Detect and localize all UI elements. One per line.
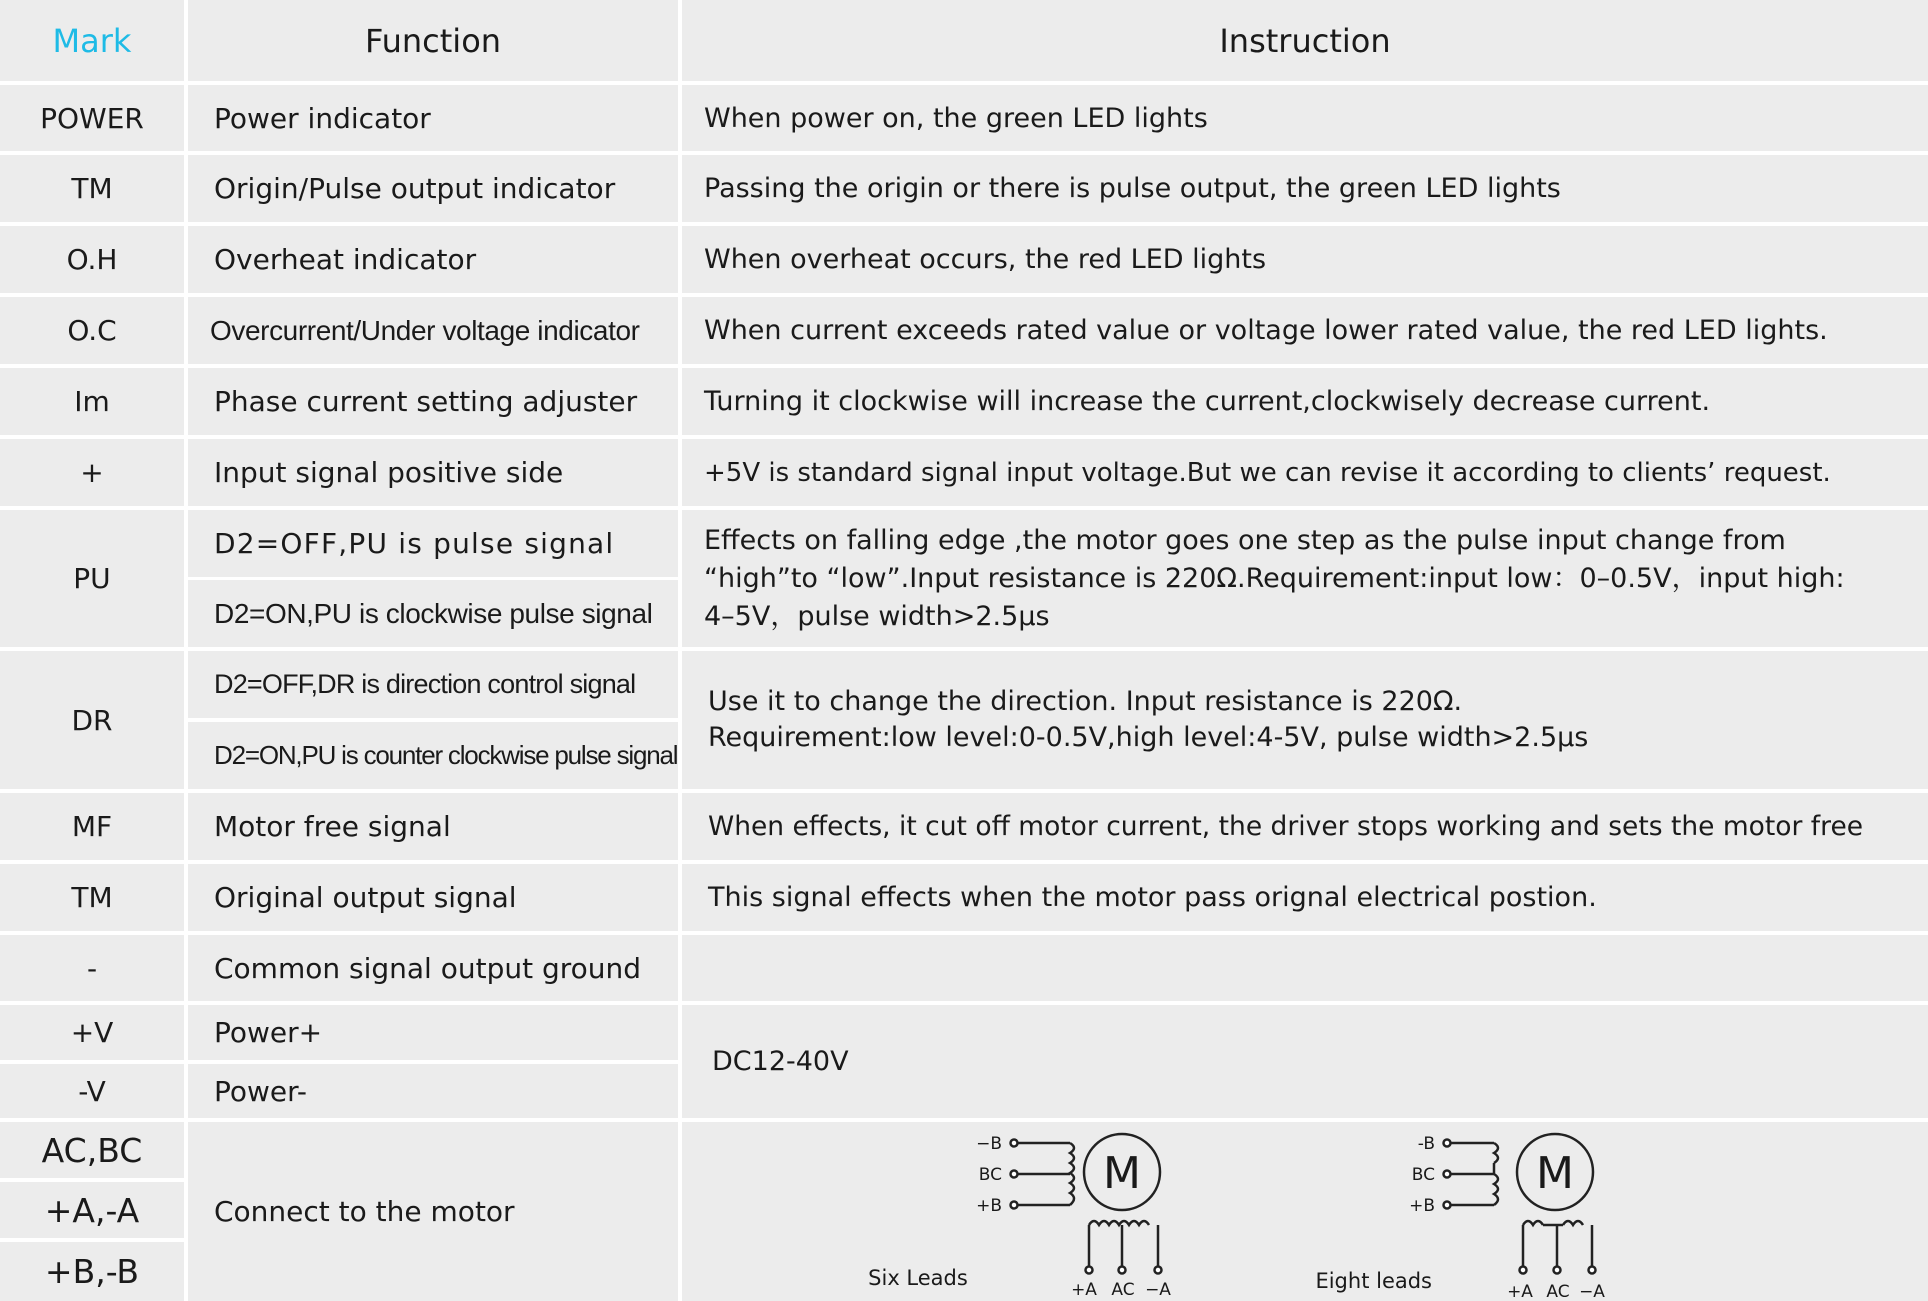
instruction-oh: When overheat occurs, the red LED lights — [682, 226, 1928, 293]
eight-leads-label-minus-a: −A — [1579, 1282, 1605, 1301]
function-oc: Overcurrent/Under voltage indicator — [188, 297, 678, 364]
function-pu-1: D2=OFF,PU is pulse signal — [188, 510, 678, 577]
six-leads-label-minus-a: −A — [1145, 1280, 1171, 1300]
function-oh: Overheat indicator — [188, 226, 678, 293]
instruction-tm-original: This signal effects when the motor pass orignal electrical postion. — [682, 864, 1928, 931]
instruction-mf: When effects, it cut off motor current, the driver stops working and sets the motor free — [682, 793, 1928, 860]
instruction-dr-line-2: Requirement:low level:0-0.5V,high level:4-5V, pulse width>2.5μs — [708, 722, 1589, 753]
instruction-pu-line-1: Effects on falling edge ,the motor goes one step as the pulse input change from — [704, 524, 1786, 556]
function-power-plus: Power+ — [188, 1005, 678, 1060]
mark-motor-acbc: AC,BC — [0, 1122, 184, 1178]
mark-tm: TM — [0, 155, 184, 222]
function-tm-original: Original output signal — [188, 864, 678, 931]
motor-wiring-diagrams — [682, 1122, 1928, 1301]
function-motor: Connect to the motor — [188, 1122, 678, 1301]
instruction-im: Turning it clockwise will increase the current,clockwisely decrease current. — [682, 368, 1928, 435]
instruction-tm: Passing the origin or there is pulse output, the green LED lights — [682, 155, 1928, 222]
six-leads-label-minus-b: −B — [976, 1134, 1002, 1154]
instruction-oc: When current exceeds rated value or voltage lower rated value, the red LED lights. — [682, 297, 1928, 364]
instruction-dr — [682, 651, 1928, 789]
instruction-power-supply: DC12-40V — [682, 1005, 1928, 1118]
mark-plus: + — [0, 439, 184, 506]
mark-dr: DR — [0, 651, 184, 789]
header-function: Function — [188, 0, 678, 81]
six-leads-label-bc: BC — [978, 1165, 1002, 1185]
mark-oc: O.C — [0, 297, 184, 364]
six-leads-label-plus-a: +A — [1071, 1280, 1097, 1300]
function-power: Power indicator — [188, 85, 678, 151]
six-leads-motor-letter: M — [1103, 1148, 1141, 1199]
six-leads-label-plus-b: +B — [976, 1196, 1002, 1216]
eight-leads-motor-letter: M — [1536, 1148, 1574, 1199]
header-mark: Mark — [0, 0, 184, 81]
six-leads-label-ac: AC — [1111, 1280, 1135, 1300]
mark-minus: - — [0, 935, 184, 1001]
mark-pu: PU — [0, 510, 184, 647]
function-im: Phase current setting adjuster — [188, 368, 678, 435]
six-leads-caption: Six Leads — [868, 1266, 968, 1290]
function-tm: Origin/Pulse output indicator — [188, 155, 678, 222]
instruction-dr-line-1: Use it to change the direction. Input resistance is 220Ω. — [708, 686, 1463, 717]
function-dr-2: D2=ON,PU is counter clockwise pulse signal — [188, 722, 678, 789]
instruction-pu-line-3: 4–5V，pulse width>2.5μs — [704, 600, 1050, 632]
function-plus: Input signal positive side — [188, 439, 678, 506]
mark-motor-a: +A,-A — [0, 1182, 184, 1238]
function-mf: Motor free signal — [188, 793, 678, 860]
mark-power: POWER — [0, 85, 184, 151]
mark-motor-b: +B,-B — [0, 1242, 184, 1301]
mark-oh: O.H — [0, 226, 184, 293]
function-pu-2: D2=ON,PU is clockwise pulse signal — [188, 580, 678, 647]
function-dr-1: D2=OFF,DR is direction control signal — [188, 651, 678, 718]
mark-im: Im — [0, 368, 184, 435]
motor-diagram-panel — [682, 1122, 1928, 1301]
mark-tm-original: TM — [0, 864, 184, 931]
instruction-plus: +5V is standard signal input voltage.But we can revise it according to clients’ request. — [682, 439, 1928, 506]
eight-leads-label-bc: BC — [1411, 1165, 1435, 1185]
eight-leads-caption: Eight leads — [1315, 1269, 1432, 1293]
instruction-minus — [682, 935, 1928, 1001]
function-minus: Common signal output ground — [188, 935, 678, 1001]
eight-leads-label-plus-a: +A — [1507, 1282, 1533, 1301]
mark-power-minus: -V — [0, 1064, 184, 1118]
function-power-minus: Power- — [188, 1064, 678, 1118]
eight-leads-label-ac: AC — [1546, 1282, 1570, 1301]
instruction-power: When power on, the green LED lights — [682, 85, 1928, 151]
mark-power-plus: +V — [0, 1005, 184, 1060]
instruction-pu — [682, 510, 1928, 647]
header-instruction: Instruction — [682, 0, 1928, 81]
eight-leads-label-minus-b: -B — [1417, 1134, 1435, 1154]
instruction-pu-line-2: “high”to “low”.Input resistance is 220Ω.Requirement:input low：0–0.5V，input high: — [704, 562, 1845, 594]
eight-leads-label-plus-b: +B — [1409, 1196, 1435, 1216]
mark-mf: MF — [0, 793, 184, 860]
